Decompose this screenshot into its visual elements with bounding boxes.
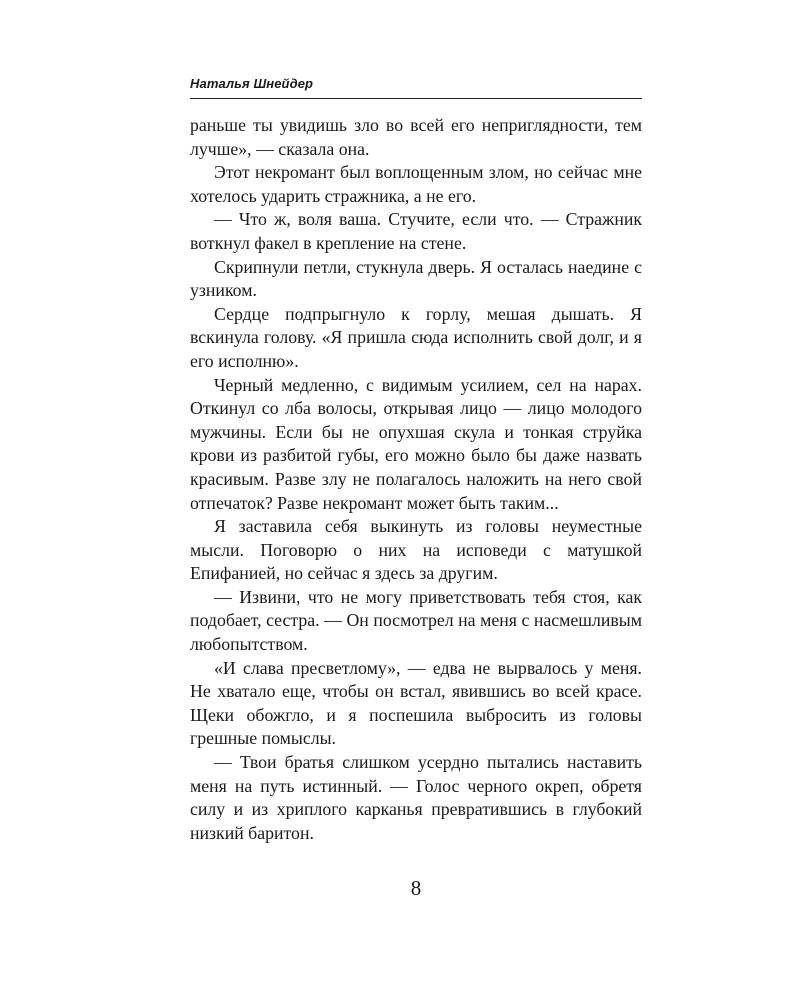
body-text (190, 114, 642, 845)
paragraph: «И слава пресветлому», — едва не вырвалось у меня. Не хватало еще, чтобы он встал, явившись во всей красе. Щеки обожгло, и я поспешила выбросить из головы грешные помыслы. (190, 657, 642, 749)
paragraph: Скрипнули петли, стукнула дверь. Я осталась наедине с узником. (190, 256, 642, 301)
paragraph: — Твои братья слишком усердно пытались наставить меня на путь истинный. — Голос черного окреп, обретя силу и из хриплого карканья превратившись в глубокий низкий баритон. (190, 752, 642, 843)
paragraph: — Извини, что не могу приветствовать тебя стоя, как подобает, сестра. — Он посмотрел на меня с насмешливым любопытством. (190, 586, 642, 655)
paragraph: раньше ты увидишь зло во всей его неприглядности, тем лучше», — сказала она. (190, 115, 642, 159)
paragraph: Я заставила себя выкинуть из головы неуместные мысли. Поговорю о них на исповеди с матушкой Епифанией, но сейчас я здесь за другим. (190, 516, 642, 584)
page-number: 8 (410, 876, 422, 900)
paragraph: — Что ж, воля ваша. Стучите, если что. — Стражник воткнул факел в крепление на стене. (190, 209, 642, 253)
running-head-author: Наталья Шнейдер (190, 76, 314, 91)
paragraph: Сердце подпрыгнуло к горлу, мешая дышать. Я вскинула голову. «Я пришла сюда исполнить свой долг, и я его исполню». (190, 303, 642, 371)
header-rule (190, 98, 642, 99)
paragraph: Этот некромант был воплощенным злом, но сейчас мне хотелось ударить стражника, а не его. (190, 162, 642, 206)
paragraph: Черный медленно, с видимым усилием, сел на нарах. Откинул со лба волосы, открывая лицо — лицо молодого мужчины. Если бы не опухшая скула и тонкая струйка крови из разбитой губы, его можно было бы даже назвать красивым. Разве злу не полагалось наложить на него свой отпечаток? Разве некромант может быть таким... (190, 374, 642, 513)
